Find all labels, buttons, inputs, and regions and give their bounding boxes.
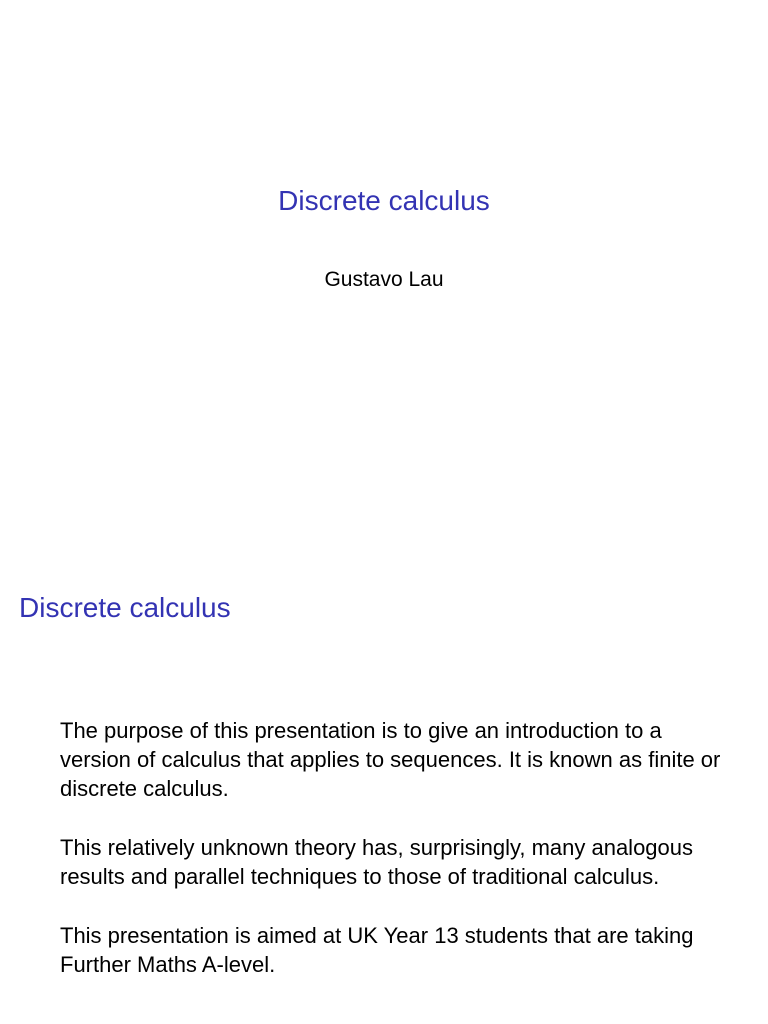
frame-body: [60, 716, 730, 1009]
audience-paragraph: This presentation is aimed at UK Year 13 students that are taking Further Maths A-level.: [60, 923, 694, 977]
author-name: Gustavo Lau: [324, 268, 444, 291]
analogy-paragraph: This relatively unknown theory has, surprisingly, many analogous results and parallel techniques to those of traditional calculus.: [60, 835, 694, 889]
intro-paragraph: The purpose of this presentation is to give an introduction to a version of calculus that applies to sequences. It is known as finite or discrete calculus.: [60, 718, 721, 801]
content-slide: [0, 576, 768, 1024]
presentation-title: Discrete calculus: [278, 185, 490, 216]
frame-title: Discrete calculus: [19, 592, 231, 623]
